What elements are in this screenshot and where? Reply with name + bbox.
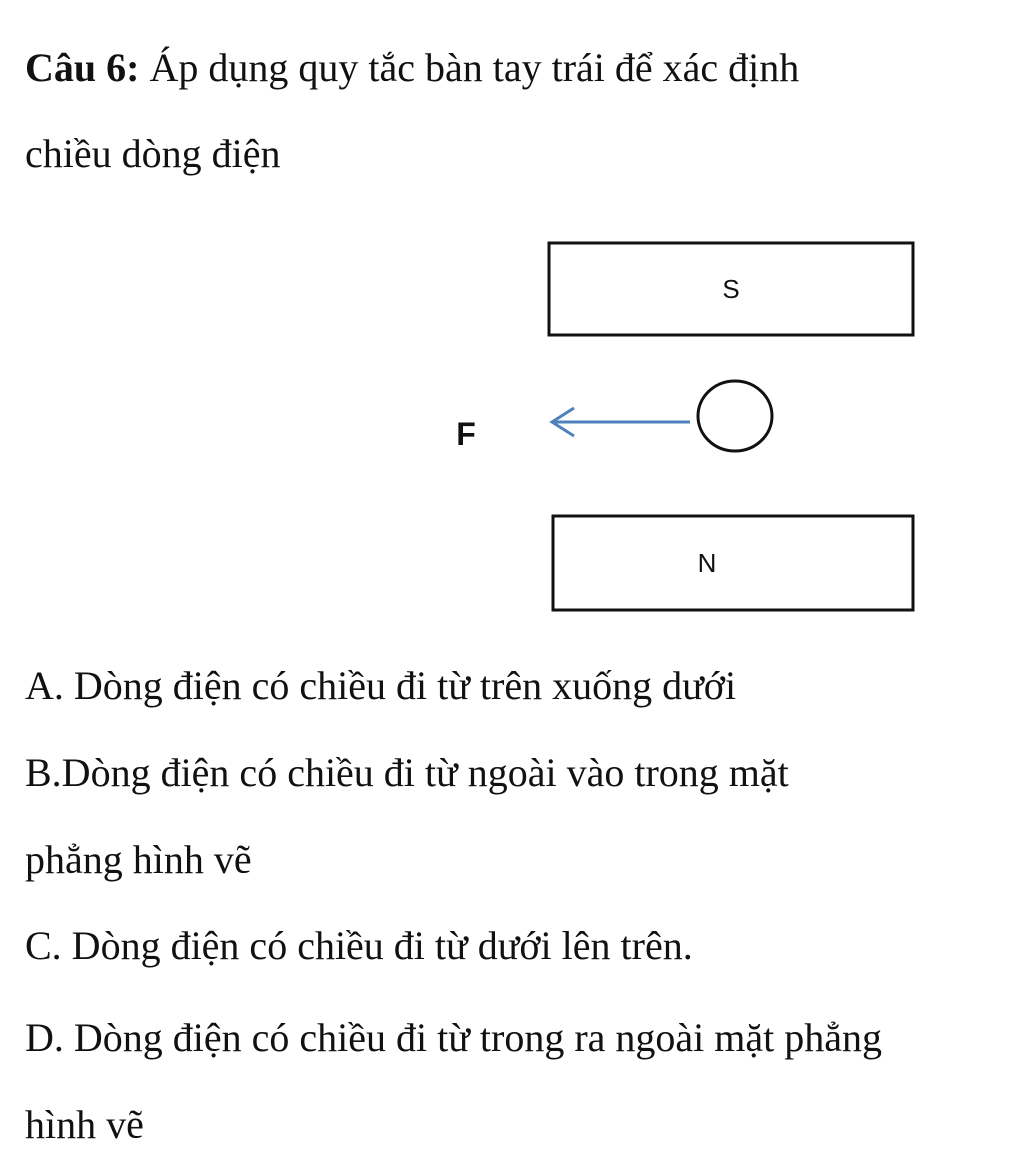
question-text-1: Áp dụng quy tắc bàn tay trái để xác định: [139, 45, 800, 90]
magnet-north-pole: [553, 516, 913, 610]
force-label: F: [456, 416, 476, 452]
option-d-line-1: D. Dòng điện có chiều đi từ trong ra ngoài mặt phẳng: [25, 1015, 883, 1060]
question-line-2: chiều dòng điện: [25, 131, 281, 176]
conductor-cross-section: [698, 381, 772, 451]
option-b-line-1: B.Dòng điện có chiều đi từ ngoài vào trong mặt: [25, 750, 789, 795]
force-arrow: [552, 408, 690, 436]
question-label: Câu 6:: [25, 45, 140, 90]
magnet-south-label: S: [722, 274, 740, 304]
option-b-line-2: phẳng hình vẽ: [25, 837, 252, 882]
magnet-north-label: N: [697, 548, 717, 578]
option-c: C. Dòng điện có chiều đi từ dưới lên trên.: [25, 923, 693, 968]
option-a: A. Dòng điện có chiều đi từ trên xuống dưới: [25, 663, 737, 708]
option-d-line-2: hình vẽ: [25, 1102, 144, 1147]
